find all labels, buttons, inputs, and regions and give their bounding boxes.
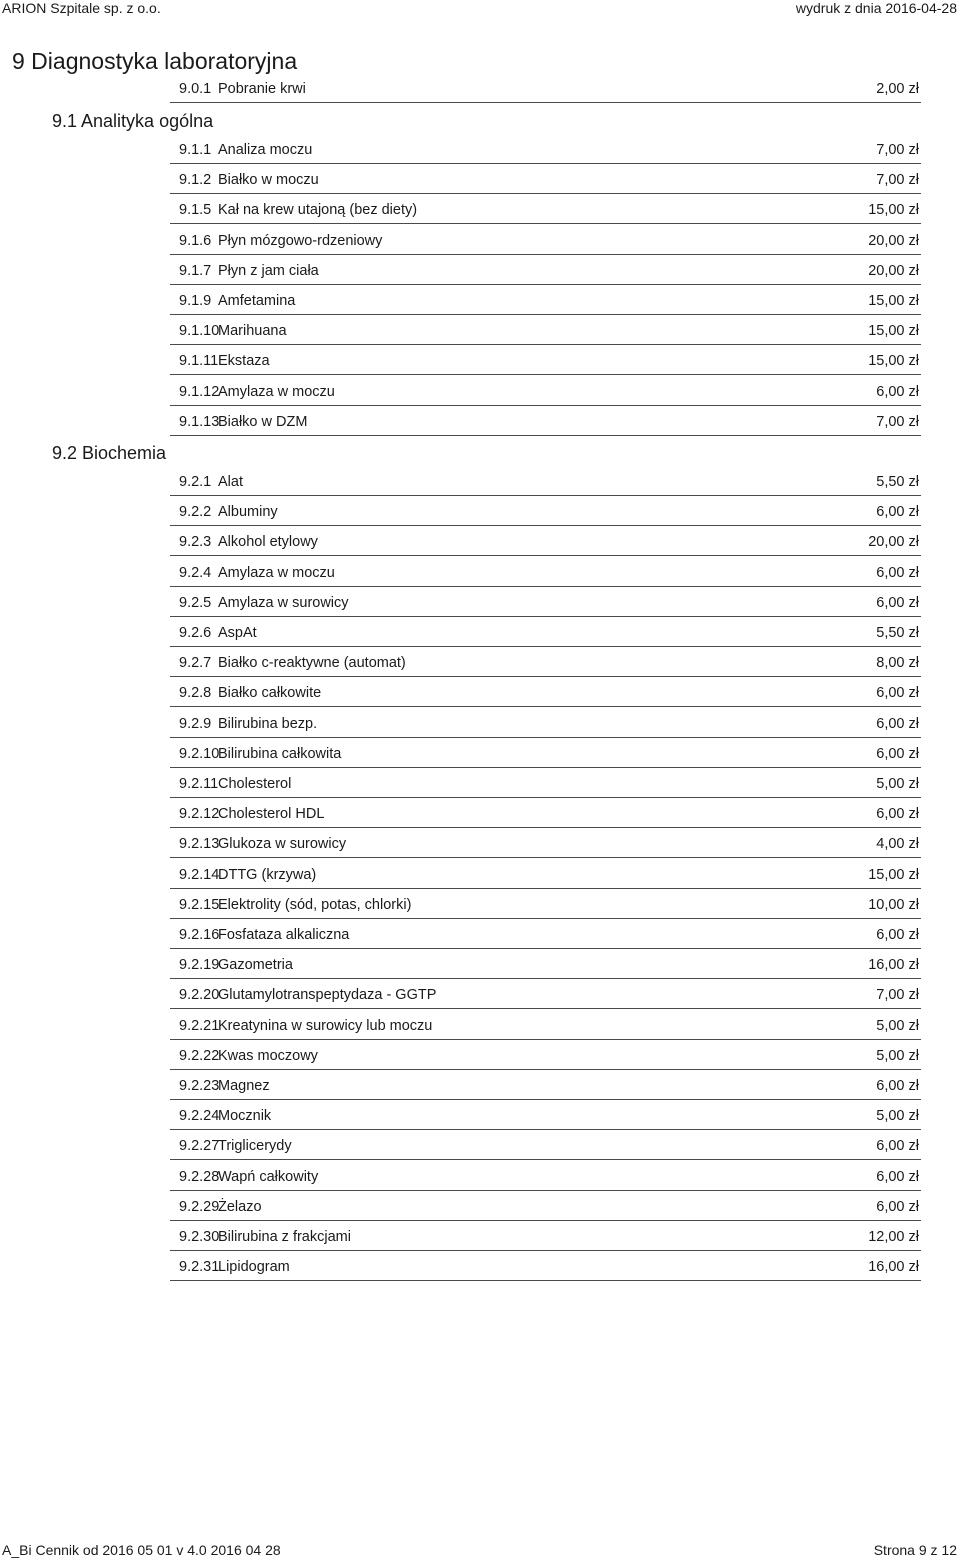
item-name: Glutamylotranspeptydaza - GGTP [218, 987, 437, 1004]
item-name: Bilirubina całkowita [218, 745, 342, 762]
price-row [170, 564, 921, 587]
price-row [170, 503, 921, 526]
item-code: 9.2.14 [179, 866, 220, 883]
item-code: 9.0.1 [179, 81, 212, 97]
item-price: 6,00 zł [876, 383, 919, 400]
item-price: 5,00 zł [876, 1047, 919, 1064]
item-price: 15,00 zł [868, 202, 919, 219]
item-price: 7,00 zł [876, 987, 919, 1004]
item-code: 9.2.2 [179, 504, 212, 521]
item-code: 9.2.24 [179, 1108, 220, 1125]
price-row [170, 413, 921, 436]
price-row [170, 654, 921, 677]
item-name: Kreatynina w surowicy lub moczu [218, 1017, 433, 1034]
item-code: 9.2.19 [179, 957, 220, 974]
price-row [170, 383, 921, 406]
item-code: 9.2.3 [179, 534, 212, 551]
price-row [170, 926, 921, 949]
price-row [170, 1077, 921, 1100]
item-code: 9.1.6 [179, 232, 212, 249]
item-price: 6,00 zł [876, 745, 919, 762]
item-code: 9.2.29 [179, 1198, 220, 1215]
item-price: 6,00 zł [876, 1078, 919, 1094]
item-code: 9.1.12 [179, 383, 220, 400]
item-code: 9.2.20 [179, 987, 220, 1004]
item-price: 6,00 zł [876, 1198, 919, 1215]
item-price: 10,00 zł [868, 896, 919, 913]
item-name: Analiza moczu [218, 142, 313, 158]
item-code: 9.2.21 [179, 1017, 220, 1034]
item-code: 9.2.4 [179, 564, 212, 581]
item-price: 6,00 zł [876, 594, 919, 611]
item-name: Białko całkowite [218, 685, 322, 702]
item-price: 6,00 zł [876, 504, 919, 521]
price-row [170, 1198, 921, 1221]
item-name: Gazometria [218, 957, 293, 974]
item-code: 9.2.11 [179, 776, 219, 792]
price-row [170, 1137, 921, 1160]
item-price: 2,00 zł [876, 81, 919, 97]
price-row [170, 1258, 921, 1281]
item-name: Amfetamina [218, 293, 296, 309]
price-row [170, 1017, 921, 1040]
item-code: 9.2.5 [179, 594, 212, 611]
item-name: Amylaza w moczu [218, 383, 335, 400]
item-name: DTTG (krzywa) [218, 866, 317, 883]
price-row [170, 896, 921, 919]
item-name: Amylaza w moczu [218, 564, 335, 581]
item-name: Kwas moczowy [218, 1047, 318, 1064]
price-row [170, 684, 921, 707]
item-price: 5,00 zł [876, 776, 919, 792]
price-row [170, 1228, 921, 1251]
item-code: 9.2.12 [179, 806, 220, 823]
group-title-analityka: 9.1 Analityka ogólna [52, 111, 214, 131]
price-row [170, 141, 921, 164]
document-id: A_Bi Cennik od 2016 05 01 v 4.0 2016 04 28 [2, 1542, 281, 1558]
item-code: 9.1.11 [179, 353, 219, 370]
item-price: 6,00 zł [876, 685, 919, 702]
item-name: Białko w moczu [218, 172, 319, 189]
item-name: Fosfataza alkaliczna [218, 927, 350, 943]
item-price: 12,00 zł [868, 1229, 919, 1245]
page-footer [0, 1541, 960, 1561]
item-code: 9.2.15 [179, 896, 220, 913]
item-code: 9.1.9 [179, 293, 212, 309]
item-name: Alkohol etylowy [218, 534, 318, 551]
price-row [170, 292, 921, 315]
price-row [170, 352, 921, 375]
item-code: 9.2.31 [179, 1259, 220, 1276]
price-row [170, 956, 921, 979]
item-name: Marihuana [218, 323, 287, 340]
item-name: Płyn z jam ciała [218, 262, 319, 279]
item-code: 9.2.13 [179, 836, 220, 853]
item-code: 9.2.10 [179, 745, 220, 762]
item-price: 7,00 zł [876, 142, 919, 158]
item-code: 9.2.6 [179, 625, 212, 641]
item-price: 15,00 zł [868, 353, 919, 370]
item-price: 8,00 zł [876, 655, 919, 672]
price-row [170, 1047, 921, 1070]
item-code: 9.2.30 [179, 1229, 220, 1245]
price-row [170, 1168, 921, 1191]
item-name: Alat [218, 474, 243, 490]
price-row [170, 835, 921, 858]
item-price: 15,00 zł [868, 323, 919, 340]
item-code: 9.2.22 [179, 1047, 220, 1064]
item-code: 9.2.28 [179, 1168, 220, 1185]
price-row [170, 171, 921, 194]
item-code: 9.1.10 [179, 323, 220, 340]
item-code: 9.1.13 [179, 413, 220, 430]
price-row [170, 80, 921, 103]
item-name: Lipidogram [218, 1259, 290, 1276]
item-name: Magnez [218, 1078, 270, 1094]
item-price: 7,00 zł [876, 172, 919, 189]
price-row [170, 473, 921, 496]
item-price: 6,00 zł [876, 1138, 919, 1155]
item-name: Kał na krew utajoną (bez diety) [218, 202, 418, 219]
item-name: Albuminy [218, 504, 278, 521]
item-name: Wapń całkowity [218, 1168, 319, 1185]
item-name: Glukoza w surowicy [218, 836, 347, 853]
price-row [170, 986, 921, 1009]
item-name: Cholesterol HDL [218, 806, 325, 823]
item-name: Cholesterol [218, 776, 292, 792]
price-row [170, 866, 921, 889]
item-price: 20,00 zł [868, 232, 919, 249]
item-price: 5,00 zł [876, 1108, 919, 1125]
item-price: 16,00 zł [868, 957, 919, 974]
item-price: 15,00 zł [868, 293, 919, 309]
item-name: Pobranie krwi [218, 81, 306, 97]
price-row [170, 533, 921, 556]
page-header [0, 0, 960, 20]
price-row [170, 715, 921, 738]
item-code: 9.1.1 [179, 142, 212, 158]
item-price: 4,00 zł [876, 836, 919, 853]
price-row [170, 1107, 921, 1130]
item-name: Mocznik [218, 1108, 272, 1125]
item-name: Żelazo [218, 1198, 262, 1215]
page-number: Strona 9 z 12 [873, 1542, 957, 1558]
price-row [170, 624, 921, 647]
item-name: Elektrolity (sód, potas, chlorki) [218, 896, 412, 913]
item-price: 5,50 zł [876, 474, 919, 490]
print-date: wydruk z dnia 2016-04-28 [795, 0, 957, 16]
item-code: 9.1.5 [179, 202, 212, 219]
item-name: Białko c-reaktywne (automat) [218, 655, 406, 672]
item-name: Ekstaza [218, 353, 270, 370]
item-code: 9.2.9 [179, 715, 212, 732]
item-price: 6,00 zł [876, 564, 919, 581]
item-price: 7,00 zł [876, 413, 919, 430]
group-title-biochemia: 9.2 Biochemia [52, 443, 167, 463]
price-row [170, 775, 921, 798]
item-price: 5,50 zł [876, 625, 919, 641]
price-row [170, 805, 921, 828]
item-code: 9.2.27 [179, 1138, 220, 1155]
item-name: Triglicerydy [218, 1138, 292, 1155]
item-code: 9.2.8 [179, 685, 212, 702]
item-code: 9.2.23 [179, 1078, 220, 1094]
item-price: 6,00 zł [876, 806, 919, 823]
item-price: 6,00 zł [876, 927, 919, 943]
item-price: 6,00 zł [876, 1168, 919, 1185]
item-code: 9.2.1 [179, 474, 212, 490]
price-row [170, 745, 921, 768]
item-price: 15,00 zł [868, 866, 919, 883]
price-row [170, 262, 921, 285]
section-title: 9 Diagnostyka laboratoryjna [12, 48, 298, 74]
item-name: Bilirubina z frakcjami [218, 1229, 351, 1245]
item-code: 9.2.16 [179, 927, 220, 943]
item-price: 5,00 zł [876, 1017, 919, 1034]
item-name: Białko w DZM [218, 413, 308, 430]
item-name: AspAt [218, 625, 257, 641]
company-name: ARION Szpitale sp. z o.o. [2, 0, 161, 16]
item-price: 6,00 zł [876, 715, 919, 732]
item-code: 9.1.2 [179, 172, 212, 189]
item-price: 16,00 zł [868, 1259, 919, 1276]
item-price: 20,00 zł [868, 262, 919, 279]
price-row [170, 322, 921, 345]
price-row [170, 594, 921, 617]
item-code: 9.1.7 [179, 262, 212, 279]
item-code: 9.2.7 [179, 655, 212, 672]
price-row [170, 201, 921, 224]
item-name: Amylaza w surowicy [218, 594, 349, 611]
price-row [170, 232, 921, 255]
item-name: Bilirubina bezp. [218, 715, 318, 732]
item-price: 20,00 zł [868, 534, 919, 551]
item-name: Płyn mózgowo-rdzeniowy [218, 232, 383, 249]
